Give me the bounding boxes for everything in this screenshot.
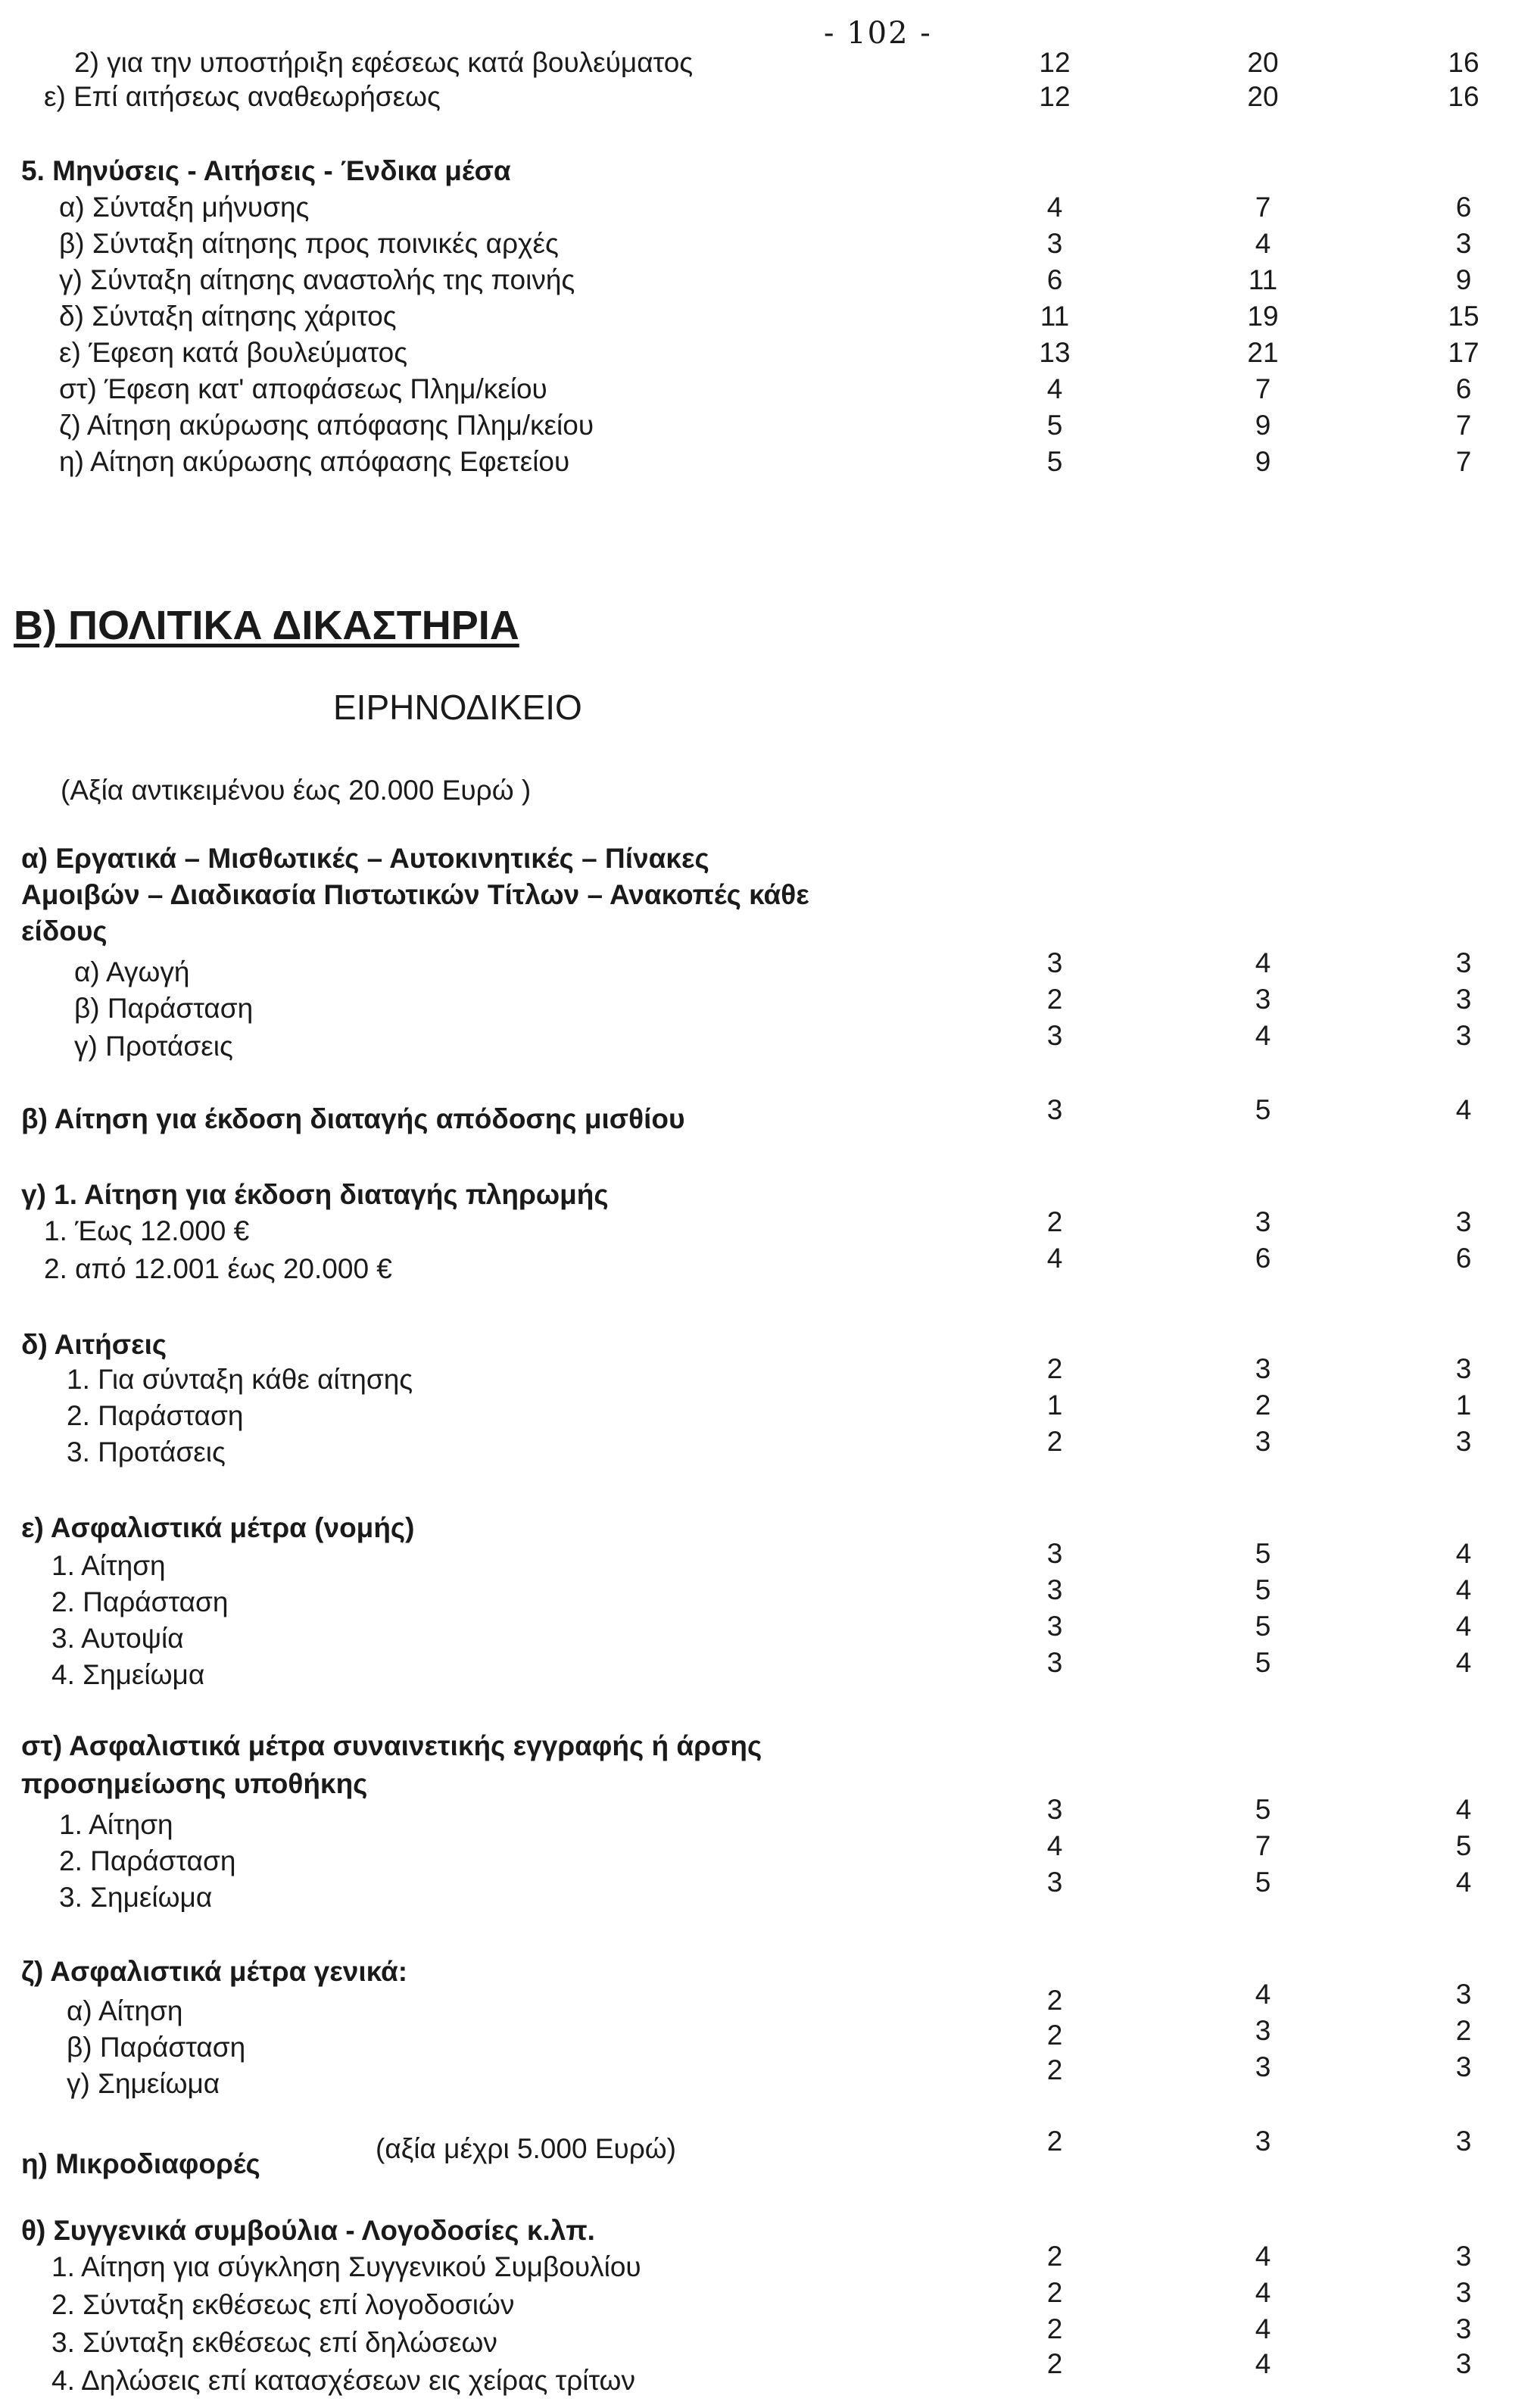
value-col2: 4 bbox=[1255, 228, 1271, 259]
row-label: η) Αίτηση ακύρωσης απόφασης Εφετείου bbox=[59, 446, 570, 477]
value-col3: 7 bbox=[1455, 446, 1472, 477]
value-col3: 4 bbox=[1455, 1538, 1472, 1569]
row-label: 4. Δηλώσεις επί κατασχέσεων εις χείρας τρίτων bbox=[51, 2365, 635, 2396]
row-label: γ) Προτάσεις bbox=[74, 1031, 233, 1062]
value-col1: 5 bbox=[1046, 410, 1063, 441]
value-col3: 6 bbox=[1455, 1243, 1472, 1274]
row-label: 3. Σημείωμα bbox=[59, 1882, 213, 1913]
value-col3: 3 bbox=[1455, 2277, 1472, 2308]
section-title: ε) Ασφαλιστικά μέτρα (νομής) bbox=[21, 1512, 415, 1543]
section-title-line: Αμοιβών – Διαδικασία Πιστωτικών Τίτλων – Ανακοπές κάθε bbox=[21, 879, 809, 910]
value-col1: 4 bbox=[1046, 1830, 1063, 1861]
value-col3: 6 bbox=[1455, 192, 1472, 223]
value-col2: 3 bbox=[1255, 1353, 1271, 1384]
row-label: δ) Σύνταξη αίτησης χάριτος bbox=[59, 301, 397, 332]
page-number: - 102 - bbox=[824, 16, 932, 51]
value-col3: 15 bbox=[1448, 301, 1479, 332]
section-title: ζ) Ασφαλιστικά μέτρα γενικά: bbox=[21, 1956, 408, 1987]
value-col1: 2 bbox=[1046, 2313, 1063, 2344]
value-col1: 2 bbox=[1046, 2277, 1063, 2308]
section-title: γ) 1. Αίτηση για έκδοση διαταγής πληρωμής bbox=[21, 1179, 609, 1210]
value-col2: 20 bbox=[1247, 81, 1279, 112]
section-title: η) Μικροδιαφορές bbox=[21, 2148, 260, 2179]
row-label: γ) Σύνταξη αίτησης αναστολής της ποινής bbox=[59, 264, 575, 295]
value-col2: 3 bbox=[1255, 2051, 1271, 2082]
value-col3: 3 bbox=[1455, 228, 1472, 259]
section-title-line: α) Εργατικά – Μισθωτικές – Αυτοκινητικές – Πίνακες bbox=[21, 843, 709, 874]
row-label: β) Σύνταξη αίτησης προς ποινικές αρχές bbox=[59, 228, 559, 259]
value-col2: 7 bbox=[1255, 1830, 1271, 1861]
row-label: 2. Παράσταση bbox=[67, 1400, 244, 1431]
row-label: α) Αγωγή bbox=[74, 956, 190, 987]
row-label: 1. Για σύνταξη κάθε αίτησης bbox=[67, 1364, 413, 1395]
value-col2: 3 bbox=[1255, 1206, 1271, 1237]
value-col3: 3 bbox=[1455, 1426, 1472, 1457]
value-col3: 3 bbox=[1455, 2126, 1472, 2157]
value-col2: 20 bbox=[1247, 47, 1279, 78]
value-note: (Αξία αντικειμένου έως 20.000 Ευρώ ) bbox=[61, 775, 532, 806]
value-col1: 3 bbox=[1046, 1538, 1063, 1569]
section-title-line: είδους bbox=[21, 915, 108, 947]
value-col1: 3 bbox=[1046, 1020, 1063, 1051]
value-col3: 1 bbox=[1455, 1390, 1472, 1421]
row-label: 1. Αίτηση bbox=[59, 1809, 173, 1840]
section-title: θ) Συγγενικά συμβούλια - Λογοδοσίες κ.λπ. bbox=[21, 2215, 595, 2246]
value-col1: 2 bbox=[1046, 2348, 1063, 2379]
value-col2: 4 bbox=[1255, 2348, 1271, 2379]
value-col1: 13 bbox=[1039, 337, 1071, 368]
row-label: β) Παράσταση bbox=[74, 993, 254, 1024]
row-label: 2. Παράσταση bbox=[51, 1586, 229, 1617]
value-col3: 2 bbox=[1455, 2015, 1472, 2046]
value-col3: 5 bbox=[1455, 1830, 1472, 1861]
row-label: 3. Προτάσεις bbox=[67, 1436, 226, 1468]
value-col1: 3 bbox=[1046, 1647, 1063, 1678]
value-col2: 7 bbox=[1255, 192, 1271, 223]
heading-court: ΕΙΡΗΝΟΔΙΚΕΙΟ bbox=[333, 688, 582, 727]
value-col2: 19 bbox=[1247, 301, 1279, 332]
value-col2: 5 bbox=[1255, 1794, 1271, 1825]
value-col1: 4 bbox=[1046, 192, 1063, 223]
value-col3: 3 bbox=[1455, 2241, 1472, 2272]
value-col3: 3 bbox=[1455, 1979, 1472, 2010]
value-col3: 16 bbox=[1448, 47, 1479, 78]
value-col1: 2 bbox=[1046, 1206, 1063, 1237]
value-col3: 7 bbox=[1455, 410, 1472, 441]
value-col3: 17 bbox=[1448, 337, 1479, 368]
section-note: (αξία μέχρι 5.000 Ευρώ) bbox=[376, 2133, 676, 2164]
row-label: 2. από 12.001 έως 20.000 € bbox=[44, 1253, 392, 1284]
value-col3: 3 bbox=[1455, 1206, 1472, 1237]
value-col3: 9 bbox=[1455, 264, 1472, 295]
value-col1: 2 bbox=[1046, 2054, 1063, 2085]
value-col2: 4 bbox=[1255, 1979, 1271, 2010]
value-col2: 9 bbox=[1255, 446, 1271, 477]
row-label: β) Παράσταση bbox=[67, 2032, 246, 2063]
value-col2: 3 bbox=[1255, 2126, 1271, 2157]
value-col3: 3 bbox=[1455, 2313, 1472, 2344]
row-label: 2) για την υποστήριξη εφέσεως κατά βουλεύματος bbox=[74, 47, 694, 78]
value-col3: 3 bbox=[1455, 2348, 1472, 2379]
value-col1: 3 bbox=[1046, 228, 1063, 259]
value-col3: 3 bbox=[1455, 1020, 1472, 1051]
section-title-line: στ) Ασφαλιστικά μέτρα συναινετικής εγγραφής ή άρσης bbox=[21, 1730, 762, 1761]
row-label: 3. Αυτοψία bbox=[51, 1623, 184, 1654]
row-label: 1. Αίτηση bbox=[51, 1550, 166, 1581]
value-col1: 2 bbox=[1046, 1426, 1063, 1457]
value-col1: 1 bbox=[1046, 1390, 1063, 1421]
section-title: β) Αίτηση για έκδοση διαταγής απόδοσης μισθίου bbox=[21, 1103, 685, 1134]
value-col2: 4 bbox=[1255, 2313, 1271, 2344]
row-label: 1. Έως 12.000 € bbox=[44, 1215, 250, 1246]
value-col2: 4 bbox=[1255, 1020, 1271, 1051]
row-label: γ) Σημείωμα bbox=[67, 2068, 220, 2099]
value-col1: 12 bbox=[1039, 81, 1071, 112]
value-col3: 4 bbox=[1455, 1094, 1472, 1125]
value-col3: 3 bbox=[1455, 947, 1472, 978]
value-col3: 4 bbox=[1455, 1574, 1472, 1605]
value-col1: 3 bbox=[1046, 1094, 1063, 1125]
value-col1: 3 bbox=[1046, 1574, 1063, 1605]
value-col2: 21 bbox=[1247, 337, 1279, 368]
section-title-line: προσημείωσης υποθήκης bbox=[21, 1768, 368, 1799]
value-col1: 11 bbox=[1040, 301, 1070, 332]
value-col2: 5 bbox=[1255, 1867, 1271, 1898]
value-col1: 2 bbox=[1046, 984, 1063, 1015]
value-col3: 4 bbox=[1455, 1794, 1472, 1825]
value-col1: 3 bbox=[1046, 1794, 1063, 1825]
value-col2: 3 bbox=[1255, 1426, 1271, 1457]
row-label: ε) Έφεση κατά βουλεύματος bbox=[59, 337, 408, 368]
row-label: 4. Σημείωμα bbox=[51, 1659, 205, 1690]
value-col1: 5 bbox=[1046, 446, 1063, 477]
value-col1: 12 bbox=[1039, 47, 1071, 78]
value-col3: 3 bbox=[1455, 1353, 1472, 1384]
value-col2: 7 bbox=[1255, 373, 1271, 404]
value-col1: 2 bbox=[1046, 2126, 1063, 2157]
value-col2: 6 bbox=[1255, 1243, 1271, 1274]
value-col1: 2 bbox=[1046, 2020, 1063, 2051]
row-label: 2. Παράσταση bbox=[59, 1845, 236, 1876]
row-label: ζ) Αίτηση ακύρωσης απόφασης Πλημ/κείου bbox=[59, 410, 594, 441]
row-label: 1. Αίτηση για σύγκληση Συγγενικού Συμβουλίου bbox=[51, 2251, 641, 2282]
value-col2: 5 bbox=[1255, 1574, 1271, 1605]
section-title: 5. Μηνύσεις - Αιτήσεις - Ένδικα μέσα bbox=[21, 155, 511, 186]
value-col1: 3 bbox=[1046, 1611, 1063, 1642]
value-col1: 2 bbox=[1046, 1353, 1063, 1384]
value-col1: 3 bbox=[1046, 947, 1063, 978]
heading-civil-courts: Β) ΠΟΛΙΤΙΚΑ ΔΙΚΑΣΤΗΡΙΑ bbox=[14, 603, 519, 648]
row-label: α) Σύνταξη μήνυσης bbox=[59, 192, 310, 223]
section-title: δ) Αιτήσεις bbox=[21, 1329, 167, 1360]
value-col3: 4 bbox=[1455, 1647, 1472, 1678]
value-col2: 5 bbox=[1255, 1538, 1271, 1569]
value-col3: 3 bbox=[1455, 2051, 1472, 2082]
value-col3: 16 bbox=[1448, 81, 1479, 112]
value-col1: 2 bbox=[1046, 1985, 1063, 2016]
value-col2: 3 bbox=[1255, 2015, 1271, 2046]
value-col2: 4 bbox=[1255, 2277, 1271, 2308]
value-col2: 4 bbox=[1255, 947, 1271, 978]
value-col2: 3 bbox=[1255, 984, 1271, 1015]
value-col2: 2 bbox=[1255, 1390, 1271, 1421]
value-col2: 11 bbox=[1248, 264, 1278, 295]
value-col1: 4 bbox=[1046, 373, 1063, 404]
value-col2: 9 bbox=[1255, 410, 1271, 441]
value-col3: 3 bbox=[1455, 984, 1472, 1015]
value-col2: 4 bbox=[1255, 2241, 1271, 2272]
value-col1: 2 bbox=[1046, 2241, 1063, 2272]
row-label: α) Αίτηση bbox=[67, 1995, 183, 2026]
value-col1: 3 bbox=[1046, 1867, 1063, 1898]
row-label: στ) Έφεση κατ' αποφάσεως Πλημ/κείου bbox=[59, 373, 547, 404]
value-col1: 4 bbox=[1046, 1243, 1063, 1274]
value-col3: 4 bbox=[1455, 1867, 1472, 1898]
value-col3: 6 bbox=[1455, 373, 1472, 404]
row-label: ε) Επί αιτήσεως αναθεωρήσεως bbox=[44, 81, 441, 112]
row-label: 3. Σύνταξη εκθέσεως επί δηλώσεων bbox=[51, 2327, 497, 2358]
value-col2: 5 bbox=[1255, 1611, 1271, 1642]
row-label: 2. Σύνταξη εκθέσεως επί λογοδοσιών bbox=[51, 2289, 515, 2320]
value-col2: 5 bbox=[1255, 1094, 1271, 1125]
value-col2: 5 bbox=[1255, 1647, 1271, 1678]
value-col1: 6 bbox=[1046, 264, 1063, 295]
value-col3: 4 bbox=[1455, 1611, 1472, 1642]
